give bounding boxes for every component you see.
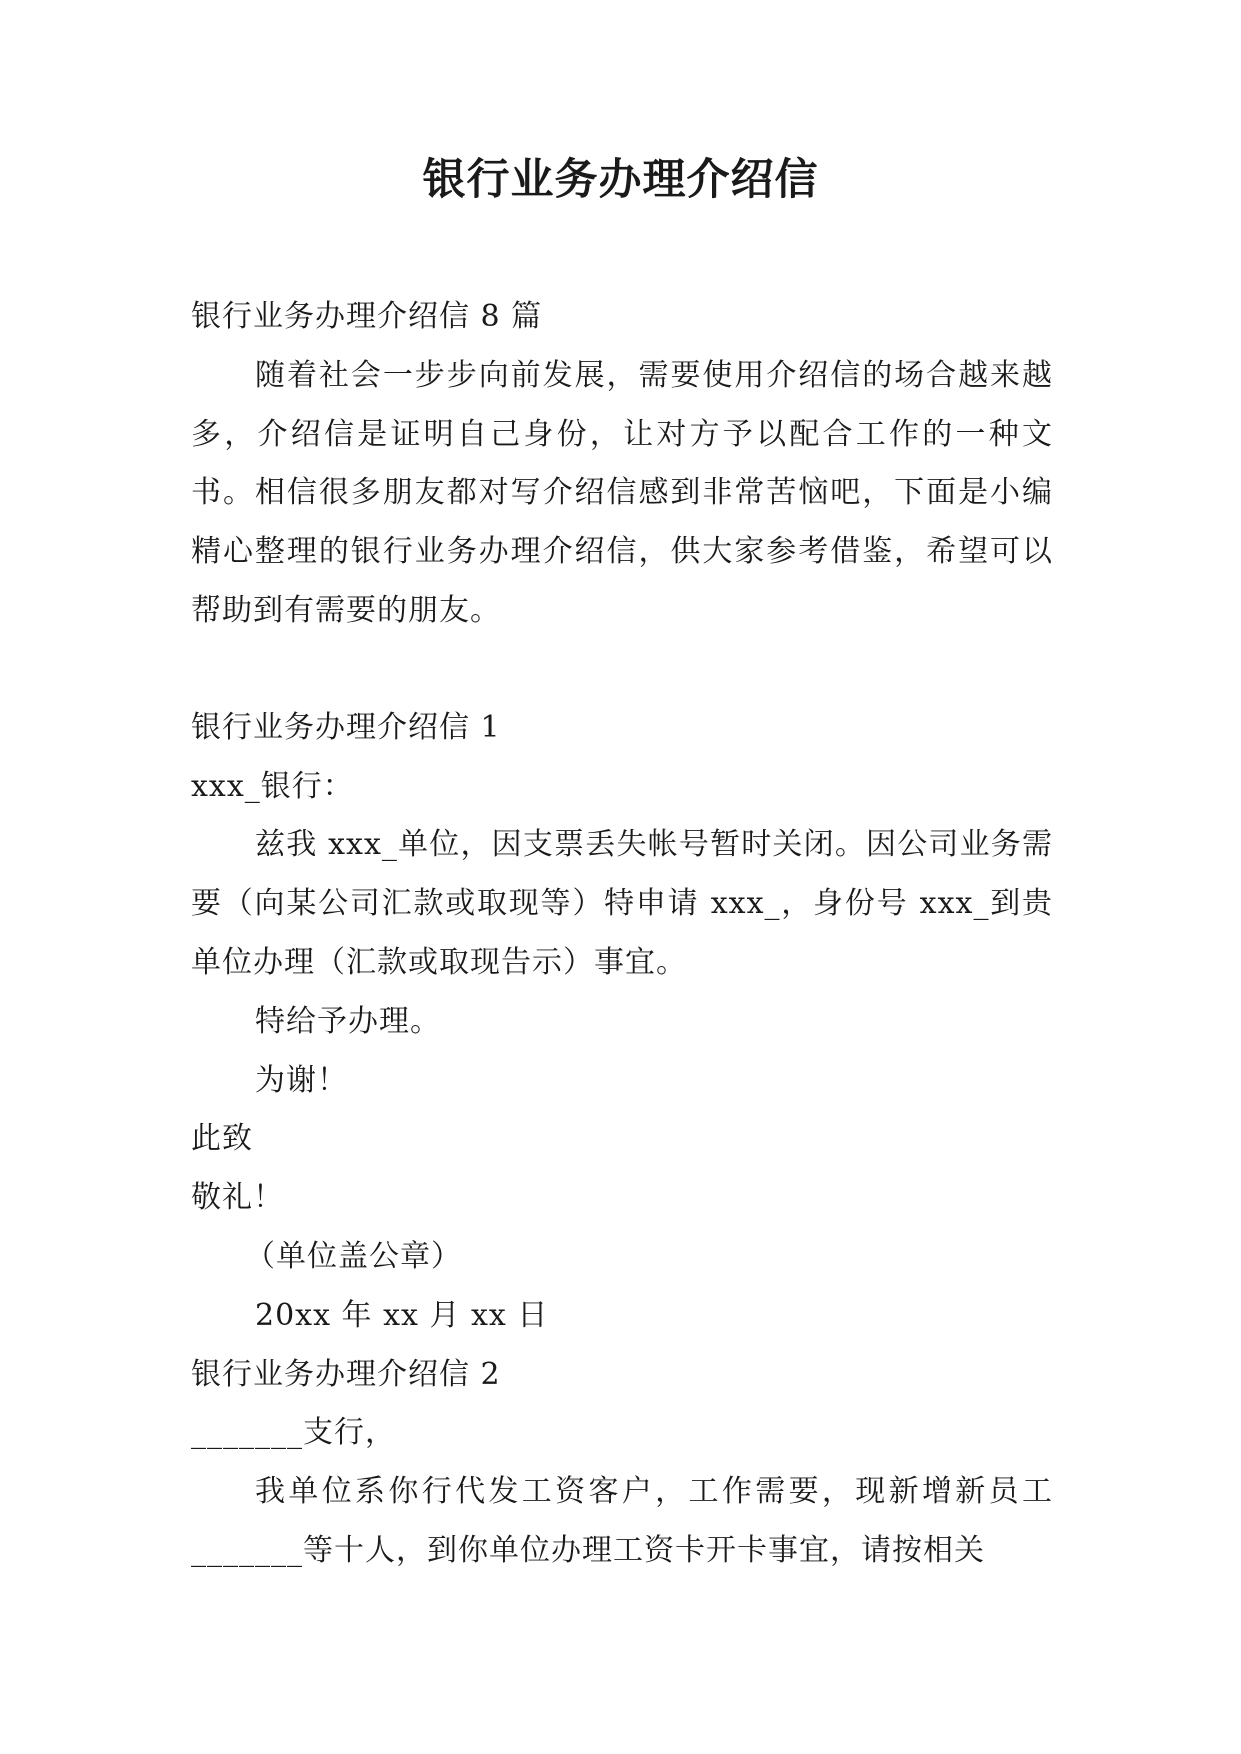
document-body	[191, 288, 1053, 1581]
document-subtitle: 银行业务办理介绍信 8 篇	[191, 299, 543, 334]
section-spacer	[191, 641, 1053, 699]
intro-paragraph: 随着社会一步步向前发展，需要使用介绍信的场合越来越多，介绍信是证明自己身份，让对方予以配合工作的一种文书。相信很多朋友都对写介绍信感到非常苦恼吧，下面是小编精心整理的银行业务办理介绍信，供大家参考借鉴，希望可以帮助到有需要的朋友。	[191, 357, 1053, 628]
letter1-request: 特给予办理。	[255, 1003, 441, 1039]
letter2-heading: 银行业务办理介绍信 2	[191, 1356, 501, 1392]
letter1-body: 兹我 xxx_单位，因支票丢失帐号暂时关闭。因公司业务需要（向某公司汇款或取现等）特申请 xxx_，身份号 xxx_到贵单位办理（汇款或取现告示）事宜。	[191, 827, 1053, 980]
document-title: 银行业务办理介绍信	[422, 155, 819, 205]
letter2-salutation: _______支行，	[191, 1415, 396, 1451]
letter1-closing-line1: 此致	[191, 1121, 253, 1157]
letter1-salutation: xxx_银行：	[191, 768, 354, 804]
letter1-closing-line2: 敬礼！	[191, 1180, 284, 1216]
letter1-heading: 银行业务办理介绍信 1	[191, 709, 501, 745]
letter1-seal: （单位盖公章）	[245, 1238, 462, 1274]
letter1-date: 20xx 年 xx 月 xx 日	[255, 1297, 549, 1333]
letter1-thanks: 为谢！	[255, 1062, 348, 1098]
letter2-body: 我单位系你行代发工资客户，工作需要，现新增新员工_______等十人，到你单位办理工资卡开卡事宜，请按相关	[191, 1474, 1053, 1568]
